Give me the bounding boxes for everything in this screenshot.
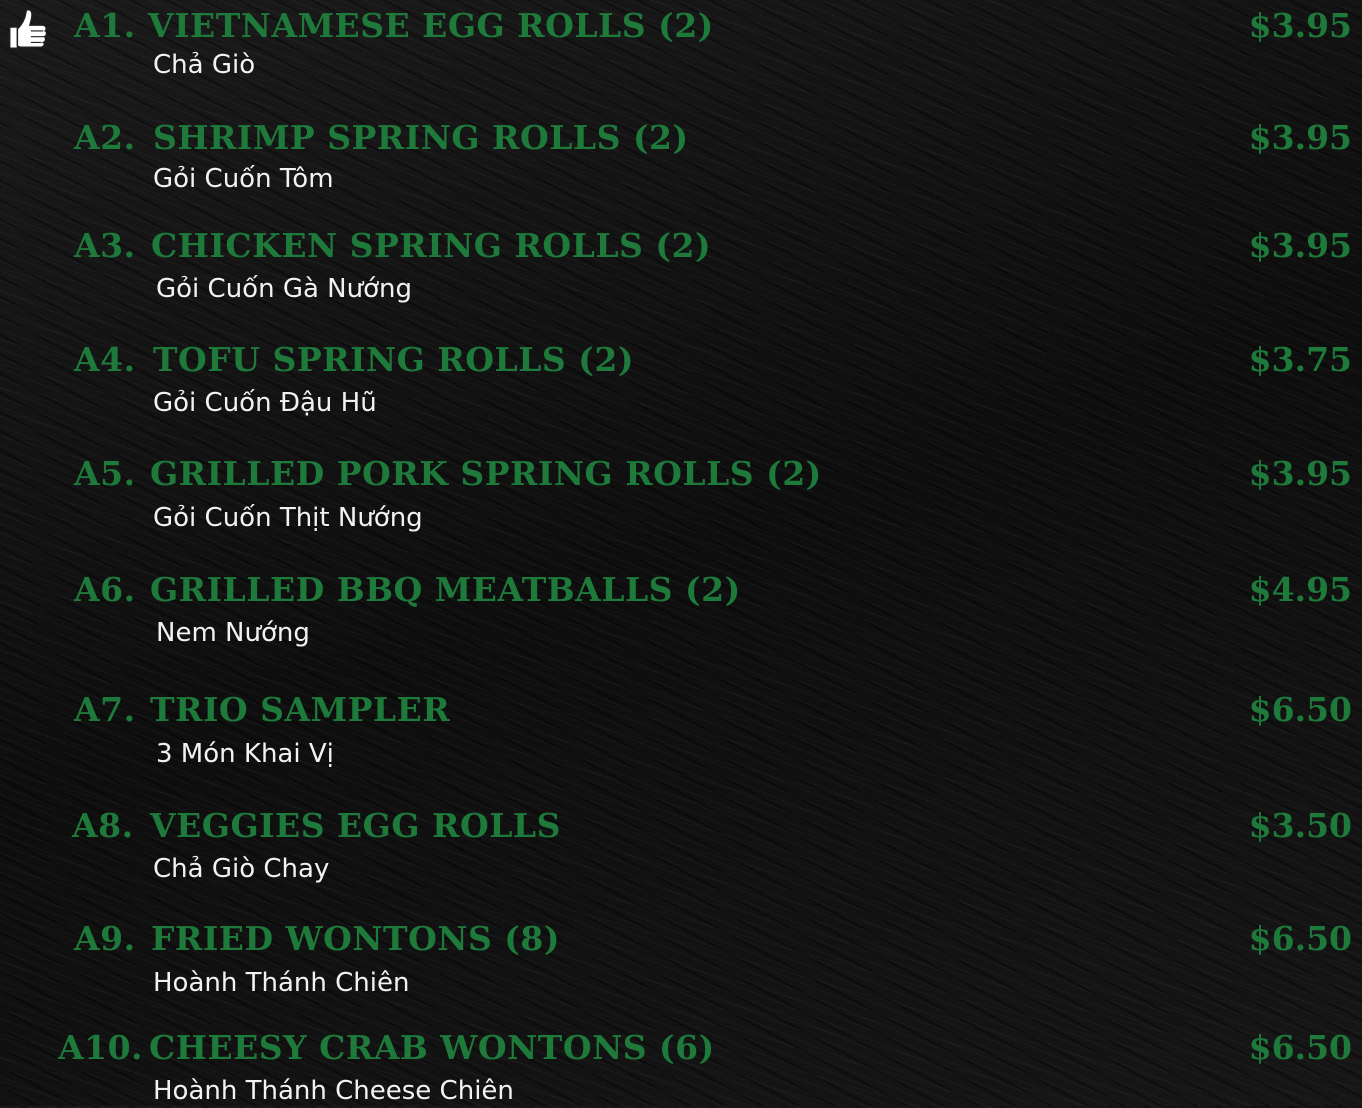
- item-number: A7.: [74, 690, 136, 729]
- thumbs-up-icon: [4, 6, 50, 52]
- item-vietnamese-name: Gỏi Cuốn Thịt Nướng: [153, 503, 423, 533]
- menu-item-a4: [0, 338, 1362, 438]
- item-vietnamese-name: Gỏi Cuốn Gà Nướng: [156, 274, 412, 304]
- item-number: A8.: [72, 806, 134, 845]
- item-name: CHICKEN SPRING ROLLS (2): [151, 226, 712, 265]
- item-number: A1.: [74, 6, 136, 45]
- menu-item-a5: [0, 452, 1362, 552]
- item-price: $3.75: [1248, 340, 1352, 379]
- menu-item-a1: [0, 4, 1362, 104]
- menu-item-a6: [0, 568, 1362, 668]
- item-number: A9.: [74, 919, 136, 958]
- item-vietnamese-name: 3 Món Khai Vị: [156, 739, 334, 769]
- item-vietnamese-name: Gỏi Cuốn Tôm: [153, 164, 334, 194]
- item-name: SHRIMP SPRING ROLLS (2): [153, 118, 689, 157]
- item-number: A3.: [74, 226, 136, 265]
- item-number: A5.: [74, 454, 136, 493]
- item-name: GRILLED BBQ MEATBALLS (2): [150, 570, 741, 609]
- item-name: GRILLED PORK SPRING ROLLS (2): [150, 454, 822, 493]
- item-name: FRIED WONTONS (8): [151, 919, 560, 958]
- menu-item-a2: [0, 116, 1362, 216]
- item-price: $3.50: [1248, 806, 1352, 845]
- item-vietnamese-name: Chả Giò: [153, 50, 256, 80]
- item-name: CHEESY CRAB WONTONS (6): [149, 1028, 715, 1067]
- item-price: $6.50: [1248, 690, 1352, 729]
- menu-item-a9: [0, 917, 1362, 1017]
- item-price: $6.50: [1248, 919, 1352, 958]
- item-vietnamese-name: Hoành Thánh Cheese Chiên: [153, 1076, 514, 1106]
- menu-item-a8: [0, 804, 1362, 904]
- item-price: $3.95: [1248, 454, 1352, 493]
- item-number: A6.: [74, 570, 136, 609]
- item-price: $6.50: [1248, 1028, 1352, 1067]
- item-number: A10.: [58, 1028, 144, 1067]
- item-price: $4.95: [1248, 570, 1352, 609]
- item-vietnamese-name: Gỏi Cuốn Đậu Hũ: [153, 388, 377, 418]
- item-name: VEGGIES EGG ROLLS: [150, 806, 561, 845]
- item-vietnamese-name: Chả Giò Chay: [153, 854, 330, 884]
- item-name: TRIO SAMPLER: [150, 690, 451, 729]
- item-vietnamese-name: Nem Nướng: [156, 618, 310, 648]
- item-number: A2.: [74, 118, 136, 157]
- menu-item-a10: [0, 1026, 1362, 1106]
- item-price: $3.95: [1248, 118, 1352, 157]
- menu-item-a7: [0, 688, 1362, 788]
- item-price: $3.95: [1248, 6, 1352, 45]
- item-price: $3.95: [1248, 226, 1352, 265]
- item-vietnamese-name: Hoành Thánh Chiên: [153, 968, 410, 998]
- item-number: A4.: [74, 340, 136, 379]
- item-name: TOFU SPRING ROLLS (2): [153, 340, 634, 379]
- item-name: VIETNAMESE EGG ROLLS (2): [148, 6, 714, 45]
- menu-item-a3: [0, 224, 1362, 324]
